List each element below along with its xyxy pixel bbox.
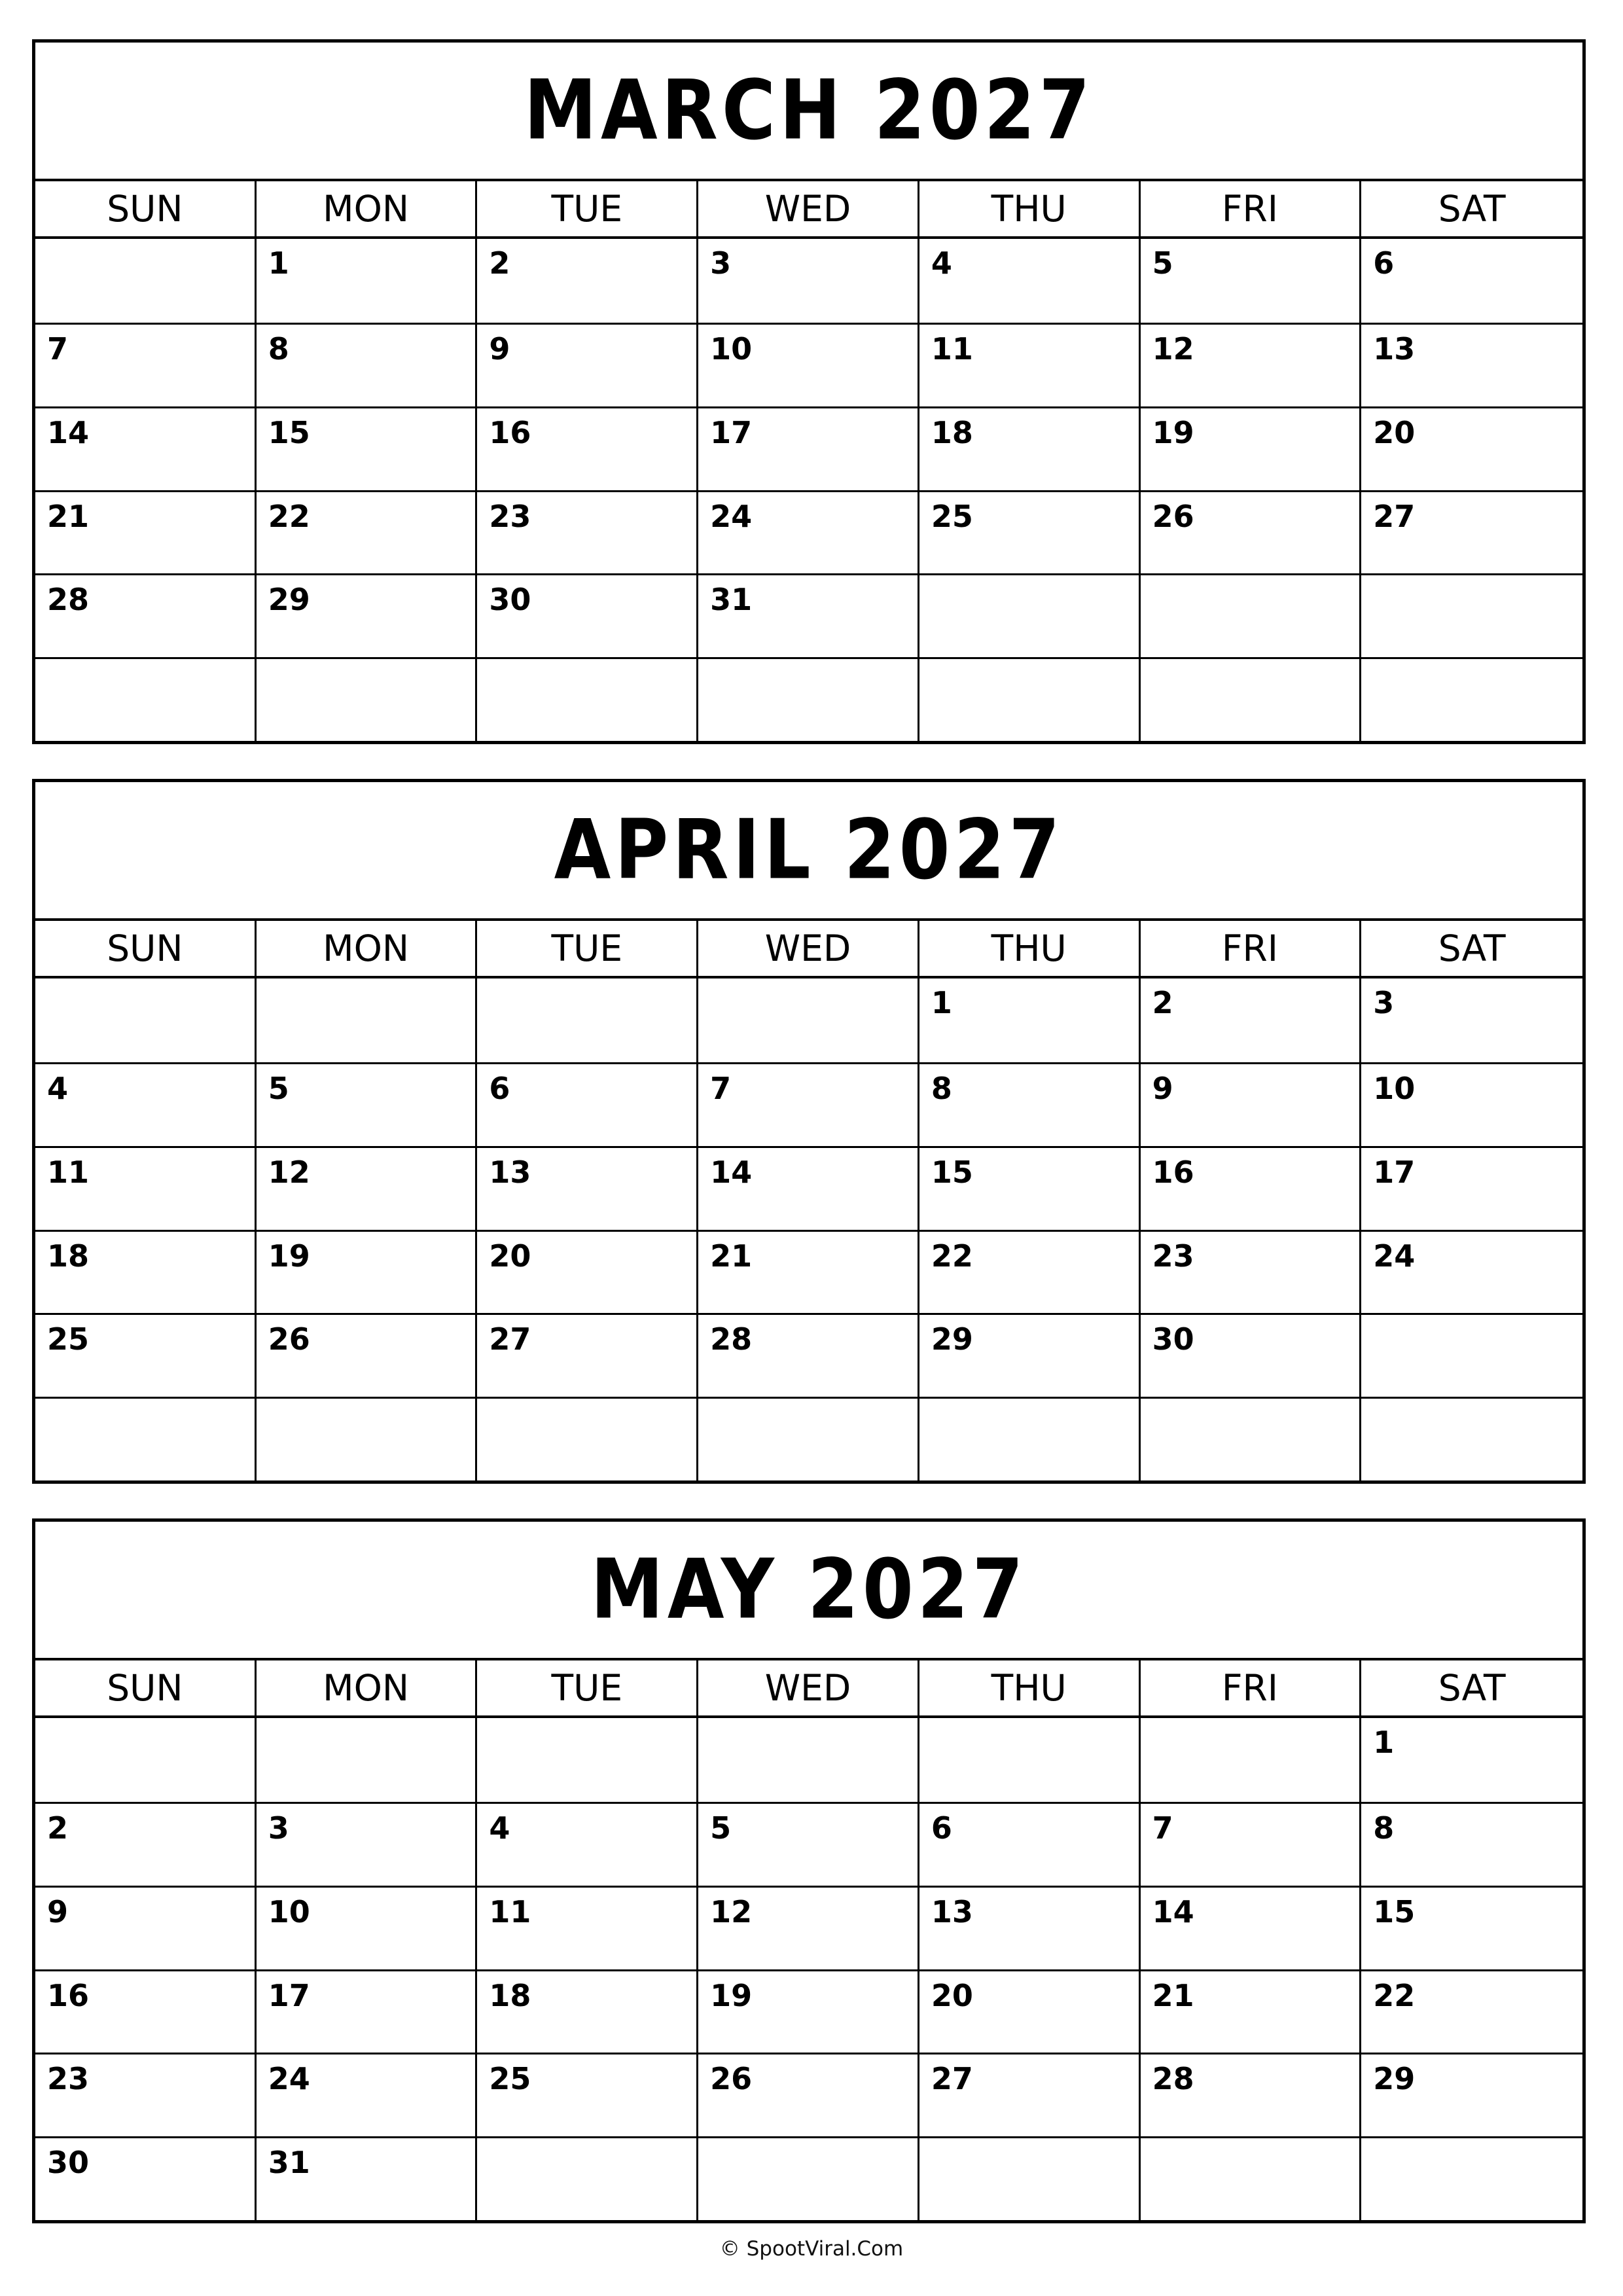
- day-cell: 4: [477, 1802, 698, 1886]
- day-cell: 29: [919, 1313, 1141, 1397]
- day-cell: [698, 1397, 919, 1480]
- weekday-header: MON: [257, 181, 478, 239]
- day-cell: [698, 657, 919, 741]
- day-cell: [35, 1718, 257, 1802]
- day-cell: [1361, 1397, 1582, 1480]
- day-cell: 16: [1141, 1146, 1362, 1230]
- day-cell: 11: [919, 323, 1141, 406]
- month-title: APRIL 2027: [554, 802, 1064, 898]
- day-cell: 8: [1361, 1802, 1582, 1886]
- day-cell: 10: [257, 1886, 478, 1969]
- day-cell: 3: [1373, 985, 1395, 1020]
- day-cell: [919, 2136, 1141, 2220]
- day-cell: 10: [1361, 1062, 1582, 1146]
- month-calendar: [32, 779, 1586, 1484]
- day-cell: 21: [698, 1230, 919, 1314]
- month-calendar: [32, 39, 1586, 744]
- day-cell: 5: [1141, 239, 1362, 323]
- day-cell: [477, 978, 698, 1062]
- day-cell: 4: [35, 1062, 257, 1146]
- day-cell: 25: [919, 490, 1141, 574]
- day-cell: 9: [1141, 1062, 1362, 1146]
- day-cell: 13: [1361, 323, 1582, 406]
- weekday-header: SAT: [1361, 921, 1582, 978]
- day-cell: 20: [1361, 406, 1582, 490]
- day-cell: [1141, 1718, 1362, 1802]
- day-cell: [477, 657, 698, 741]
- weekday-header: FRI: [1141, 181, 1362, 239]
- day-cell: 7: [698, 1062, 919, 1146]
- day-cell: [1361, 1313, 1582, 1397]
- month-title: MARCH 2027: [524, 63, 1094, 158]
- day-cell: 2: [477, 239, 698, 323]
- day-cell: [919, 1397, 1141, 1480]
- day-cell: 3: [698, 239, 919, 323]
- weekday-header: FRI: [1141, 1660, 1362, 1718]
- weekday-header: WED: [698, 1660, 919, 1718]
- day-cell: 14: [1141, 1886, 1362, 1969]
- day-cell: 1: [919, 978, 1141, 1062]
- day-cell: [477, 1397, 698, 1480]
- day-cell: 17: [1361, 1146, 1582, 1230]
- day-cell: 7: [35, 323, 257, 406]
- day-cell: 18: [477, 1969, 698, 2053]
- day-cell: 13: [919, 1886, 1141, 1969]
- weekday-header: THU: [919, 921, 1141, 978]
- day-cell: 15: [257, 406, 478, 490]
- day-cell: 11: [35, 1146, 257, 1230]
- day-cell: 2: [35, 1802, 257, 1886]
- day-cell: 20: [477, 1230, 698, 1314]
- day-cell: 30: [1141, 1313, 1362, 1397]
- day-cell: 13: [477, 1146, 698, 1230]
- day-cell: 9: [35, 1886, 257, 1969]
- day-cell: 6: [477, 1062, 698, 1146]
- weekday-header: SUN: [35, 921, 257, 978]
- day-cell: 12: [257, 1146, 478, 1230]
- weekday-header: TUE: [477, 1660, 698, 1718]
- day-cell: 6: [919, 1802, 1141, 1886]
- day-cell: 24: [698, 490, 919, 574]
- day-cell: 19: [1141, 406, 1362, 490]
- day-cell: 30: [35, 2136, 257, 2220]
- day-cell: [35, 657, 257, 741]
- day-cell: 31: [698, 573, 919, 657]
- day-cell: [919, 573, 1141, 657]
- day-cell: 18: [919, 406, 1141, 490]
- day-cell: [257, 978, 478, 1062]
- day-cell: 22: [1361, 1969, 1582, 2053]
- day-cell: 14: [698, 1146, 919, 1230]
- day-cell: 8: [257, 323, 478, 406]
- copyright-footer: © SpootViral.Com: [719, 2237, 904, 2261]
- day-cell: [698, 978, 919, 1062]
- weekday-header: THU: [919, 1660, 1141, 1718]
- day-cell: 12: [698, 1886, 919, 1969]
- day-cell: 23: [477, 490, 698, 574]
- weekday-header: MON: [257, 921, 478, 978]
- day-cell: 15: [1361, 1886, 1582, 1969]
- day-cell: [257, 657, 478, 741]
- day-cell: [257, 1397, 478, 1480]
- day-cell: 24: [257, 2053, 478, 2136]
- day-cell: 5: [257, 1062, 478, 1146]
- day-cell: [1361, 2136, 1582, 2220]
- day-cell: 21: [1141, 1969, 1362, 2053]
- day-cell: 28: [35, 573, 257, 657]
- month-grid: [35, 1658, 1582, 2220]
- month-grid: [35, 918, 1582, 1480]
- day-cell: 22: [257, 490, 478, 574]
- day-cell: 8: [919, 1062, 1141, 1146]
- day-cell: 15: [919, 1146, 1141, 1230]
- day-cell: 19: [698, 1969, 919, 2053]
- day-cell: 27: [1361, 490, 1582, 574]
- day-cell: 31: [257, 2136, 478, 2220]
- day-cell: [1141, 2136, 1362, 2220]
- day-cell: [35, 978, 257, 1062]
- day-cell: 19: [257, 1230, 478, 1314]
- day-cell: 3: [257, 1802, 478, 1886]
- day-cell: 29: [257, 573, 478, 657]
- day-cell: 14: [35, 406, 257, 490]
- weekday-header: TUE: [477, 921, 698, 978]
- day-cell: 26: [257, 1313, 478, 1397]
- weekday-header: SAT: [1361, 1660, 1582, 1718]
- day-cell: 28: [698, 1313, 919, 1397]
- day-cell: [1141, 1397, 1362, 1480]
- day-cell: [919, 1718, 1141, 1802]
- day-cell: [698, 2136, 919, 2220]
- day-cell: 18: [35, 1230, 257, 1314]
- day-cell: 1: [1373, 1725, 1395, 1760]
- day-cell: 29: [1361, 2053, 1582, 2136]
- day-cell: [35, 1397, 257, 1480]
- day-cell: 16: [477, 406, 698, 490]
- weekday-header: SAT: [1361, 181, 1582, 239]
- day-cell: [477, 1718, 698, 1802]
- day-cell: 24: [1361, 1230, 1582, 1314]
- day-cell: 12: [1141, 323, 1362, 406]
- weekday-header: THU: [919, 181, 1141, 239]
- day-cell: [1141, 657, 1362, 741]
- day-cell: 16: [35, 1969, 257, 2053]
- day-cell: 23: [1141, 1230, 1362, 1314]
- weekday-header: SUN: [35, 181, 257, 239]
- day-cell: 9: [477, 323, 698, 406]
- day-cell: 6: [1373, 245, 1395, 281]
- day-cell: 25: [35, 1313, 257, 1397]
- day-cell: 21: [35, 490, 257, 574]
- month-calendar: [32, 1518, 1586, 2223]
- weekday-header: MON: [257, 1660, 478, 1718]
- day-cell: 7: [1141, 1802, 1362, 1886]
- day-cell: [35, 239, 257, 323]
- day-cell: 25: [477, 2053, 698, 2136]
- day-cell: 2: [1141, 978, 1362, 1062]
- day-cell: 28: [1141, 2053, 1362, 2136]
- day-cell: [1361, 573, 1582, 657]
- month-grid: [35, 179, 1582, 741]
- day-cell: [257, 1718, 478, 1802]
- day-cell: 26: [698, 2053, 919, 2136]
- day-cell: [477, 2136, 698, 2220]
- weekday-header: WED: [698, 921, 919, 978]
- weekday-header: WED: [698, 181, 919, 239]
- day-cell: [1361, 657, 1582, 741]
- day-cell: 26: [1141, 490, 1362, 574]
- day-cell: [919, 657, 1141, 741]
- month-title: MAY 2027: [590, 1542, 1027, 1638]
- weekday-header: SUN: [35, 1660, 257, 1718]
- day-cell: 5: [698, 1802, 919, 1886]
- day-cell: 30: [477, 573, 698, 657]
- day-cell: [1141, 573, 1362, 657]
- day-cell: 20: [919, 1969, 1141, 2053]
- day-cell: 11: [477, 1886, 698, 1969]
- day-cell: [698, 1718, 919, 1802]
- day-cell: 22: [919, 1230, 1141, 1314]
- weekday-header: FRI: [1141, 921, 1362, 978]
- day-cell: 23: [35, 2053, 257, 2136]
- day-cell: 4: [919, 239, 1141, 323]
- day-cell: 17: [257, 1969, 478, 2053]
- day-cell: 27: [919, 2053, 1141, 2136]
- weekday-header: TUE: [477, 181, 698, 239]
- day-cell: 17: [698, 406, 919, 490]
- day-cell: 1: [257, 239, 478, 323]
- day-cell: 10: [698, 323, 919, 406]
- day-cell: 27: [477, 1313, 698, 1397]
